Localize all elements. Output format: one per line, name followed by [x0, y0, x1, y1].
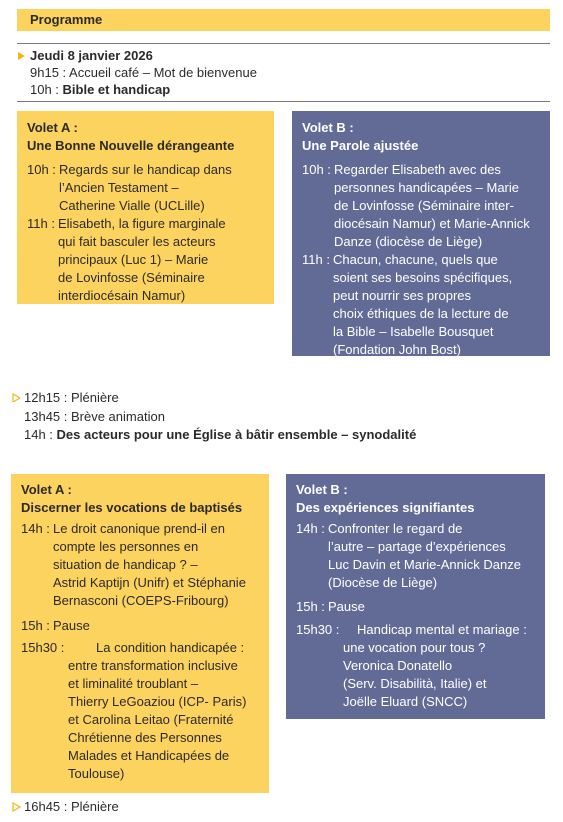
item-line: Pause [53, 618, 90, 633]
item-line: Joëlle Eluard (SNCC) [343, 694, 468, 709]
afternoon-volet-a-panel [11, 474, 269, 793]
volet-label: Volet B : [302, 120, 354, 135]
item-line: compte les personnes en [53, 539, 199, 554]
item-description [343, 621, 527, 711]
bullet-triangle-icon [18, 52, 25, 60]
bullet-triangle-outline-icon [12, 393, 20, 402]
schedule-item [296, 598, 365, 616]
item-line: interdiocésain Namur) [58, 288, 186, 303]
item-line: Luc Davin et Marie-Annick Danze [328, 557, 521, 572]
morning-volet-a-panel [17, 111, 274, 304]
volet-title: Des expériences signifiantes [296, 500, 475, 515]
item-description [333, 251, 512, 359]
item-line: Confronter le regard de [328, 521, 463, 536]
item-time: 15h30 : [21, 640, 65, 655]
item-line: Regarder Elisabeth avec des [334, 162, 501, 177]
item-time: 11h : [27, 216, 55, 231]
item-time: 15h30 : [296, 622, 340, 637]
item-line: la Bible – Isabelle Bousquet [333, 324, 494, 339]
schedule-item [302, 251, 512, 359]
item-description [334, 161, 530, 251]
item-line: (Diocèse de Liège) [328, 575, 438, 590]
item-line: Toulouse) [68, 766, 125, 781]
volet-label: Volet A : [27, 120, 78, 135]
item-description [53, 520, 246, 610]
item-line: Veronica Donatello [343, 658, 453, 673]
item-line: Chrétienne des Personnes [68, 730, 222, 745]
item-line: (Fondation John Bost) [333, 342, 461, 357]
programme-header [17, 9, 550, 31]
volet-label: Volet A : [21, 482, 72, 497]
bullet-triangle-outline-icon [12, 802, 21, 812]
item-description [58, 215, 226, 305]
item-line: personnes handicapées – Marie [334, 180, 520, 195]
item-description [68, 639, 246, 783]
closing-plenary-line: 16h45 : Plénière [24, 799, 119, 814]
item-line: Le droit canonique prend-il en [53, 521, 226, 536]
item-line: qui fait basculer les acteurs [58, 234, 216, 249]
item-line: (Serv. Disabilità, Italie) et [343, 676, 487, 691]
item-time: 14h : [21, 521, 50, 536]
schedule-item [27, 161, 232, 215]
item-line: Chacun, chacune, quels que [333, 252, 498, 267]
item-time: 10h : [27, 162, 56, 177]
item-line: de Lovinfosse (Séminaire [58, 270, 205, 285]
item-time: 10h : [302, 162, 331, 177]
volet-label: Volet B : [296, 482, 348, 497]
session-time: 10h : [30, 82, 63, 97]
item-time: 15h : [296, 599, 325, 614]
item-line: Pause [328, 599, 365, 614]
synodality-line [24, 426, 416, 443]
plenary-line: 12h15 : Plénière [24, 390, 119, 405]
item-line: Malades et Handicapées de [68, 748, 230, 763]
divider-bottom [17, 101, 550, 102]
item-line: diocésain Namur) et Marie-Annick [334, 216, 530, 231]
session-line [30, 81, 170, 98]
session-title: Des acteurs pour une Église à bâtir ensemble – synodalité [56, 427, 417, 442]
item-line: Handicap mental et mariage : [357, 622, 527, 637]
item-line: Regards sur le handicap dans [59, 162, 232, 177]
item-line: principaux (Luc 1) – Marie [58, 252, 209, 267]
item-description [53, 617, 90, 635]
animation-line: 13h45 : Brève animation [24, 409, 165, 424]
item-line: Bernasconi (COEPS-Fribourg) [53, 593, 229, 608]
morning-volet-b-panel [292, 111, 550, 356]
schedule-item [21, 520, 246, 610]
volet-title: Une Bonne Nouvelle dérangeante [27, 138, 235, 153]
item-line: Elisabeth, la figure marginale [58, 216, 226, 231]
item-line: et liminalité troublant – [68, 676, 199, 691]
item-line: l’Ancien Testament – [59, 180, 179, 195]
item-line: soient ses besoins spécifiques, [333, 270, 513, 285]
item-time: 15h : [21, 618, 50, 633]
item-line: choix éthiques de la lecture de [333, 306, 509, 321]
item-line: Danze (diocèse de Liège) [334, 234, 483, 249]
afternoon-volet-b-panel [286, 474, 545, 719]
item-line: Catherine Vialle (UCLille) [59, 198, 205, 213]
item-line: Astrid Kaptijn (Unifr) et Stéphanie [53, 575, 246, 590]
schedule-item [21, 639, 246, 783]
schedule-item [27, 215, 226, 305]
schedule-item [296, 520, 521, 592]
item-line: et Carolina Leitao (Fraternité [68, 712, 234, 727]
programme-title: Programme [30, 12, 103, 27]
item-description [328, 520, 521, 592]
volet-title: Une Parole ajustée [302, 138, 419, 153]
item-line: une vocation pour tous ? [343, 640, 486, 655]
item-line: La condition handicapée : [96, 640, 245, 655]
welcome-line: 9h15 : Accueil café – Mot de bienvenue [30, 65, 257, 80]
day-date: Jeudi 8 janvier 2026 [30, 48, 153, 63]
item-line: situation de handicap ? – [53, 557, 198, 572]
item-time: 14h : [296, 521, 325, 536]
item-time: 11h : [302, 252, 330, 267]
item-line: l’autre – partage d’expériences [328, 539, 506, 554]
schedule-item [302, 161, 530, 251]
item-line: Thierry LeGoaziou (ICP- Paris) [68, 694, 247, 709]
session-title: Bible et handicap [62, 82, 171, 97]
schedule-item [21, 617, 90, 635]
schedule-item [296, 621, 527, 711]
volet-title: Discerner les vocations de baptisés [21, 500, 243, 515]
item-description [328, 598, 365, 616]
item-line: entre transformation inclusive [68, 658, 238, 673]
item-line: peut nourrir ses propres [333, 288, 472, 303]
item-line: de Lovinfosse (Séminaire inter- [334, 198, 514, 213]
item-description [59, 161, 232, 215]
session-time: 14h : [24, 427, 57, 442]
divider-top [17, 43, 550, 44]
